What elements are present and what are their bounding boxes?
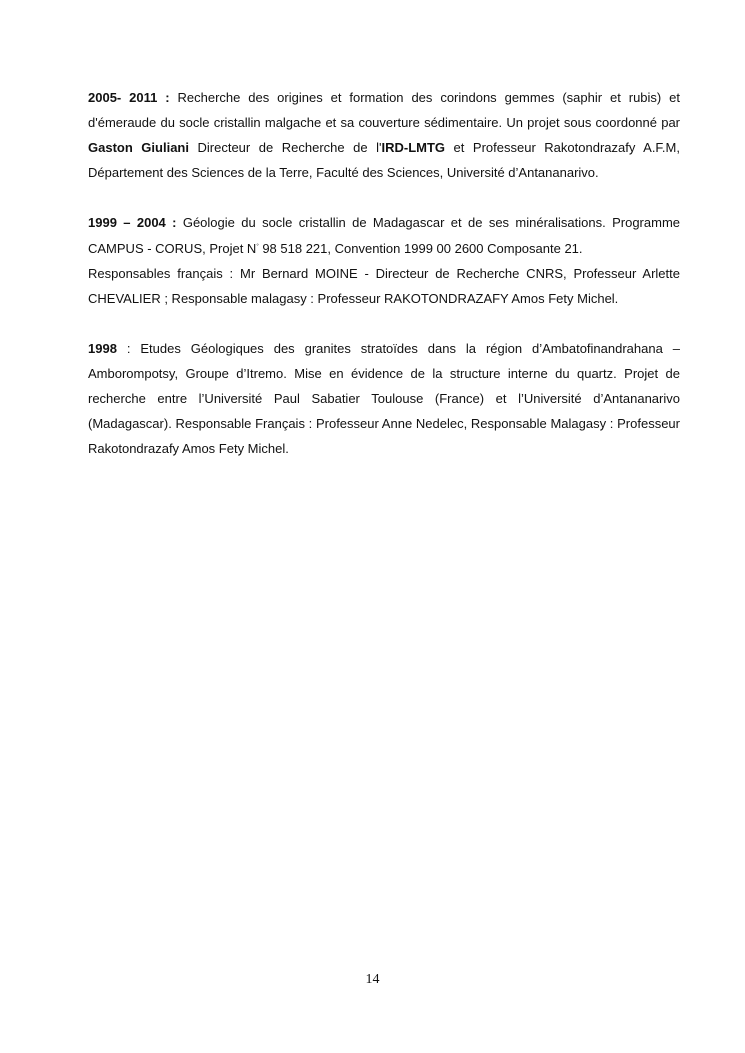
entry-text-part: : Etudes Géologiques des granites stratoïdes dans la région d’Ambatofinandrahana – Amborompotsy, Groupe d’Itremo. Mise en évidence de la structure interne du quartz. Projet de recherche entre l’Université Paul Sabatier Toulouse (France) et l’Université d’Antananarivo (Madagascar). Responsable Français : Professeur Anne Nedelec, Responsable Malagasy : Professeur Rakotondrazafy Amos Fety Michel. — [88, 341, 680, 456]
entry-text-part: Géologie du socle cristallin de Madagascar et de ses minéralisations. Programme CAMPUS - CORUS, Projet N — [88, 215, 681, 256]
entry-text-part: Directeur de Recherche de l' — [188, 140, 382, 155]
entry-text — [88, 85, 680, 185]
page-number: 14 — [365, 972, 380, 987]
entry-year: 2005- 2011 : — [88, 90, 170, 105]
entry-2005-2011 — [88, 85, 680, 185]
degree-sign: ° — [256, 244, 259, 250]
entry-responsables: Responsables français : Mr Bernard MOINE - Directeur de Recherche CNRS, Professeur Arlette CHEVALIER ; Responsable malagasy : Professeur RAKOTONDRAZAFY Amos Fety Michel. — [88, 266, 680, 306]
entry-text-part: et Professeur Rakotondrazafy A.F.M, Département des Sciences de la Terre, Faculté des Sciences, Université d’Antananarivo. — [88, 140, 680, 180]
entry-year: 1998 — [88, 341, 117, 356]
entry-text — [88, 336, 680, 461]
entry-1998 — [88, 336, 680, 461]
entry-text — [88, 210, 680, 261]
entry-year: 1999 – 2004 : — [88, 215, 177, 230]
entry-text-part: Recherche des origines et formation des corindons gemmes (saphir et rubis) et d'émeraude du socle cristallin malgache et sa couverture sédimentaire. Un projet sous coordonné par — [88, 90, 680, 130]
entry-text-part: 98 518 221, Convention 1999 00 2600 Composante 21. — [258, 241, 583, 256]
institution-name: IRD-LMTG — [381, 140, 446, 155]
person-name: Gaston Giuliani — [88, 140, 189, 155]
entry-1999-2004 — [88, 210, 680, 311]
document-body — [88, 85, 680, 486]
